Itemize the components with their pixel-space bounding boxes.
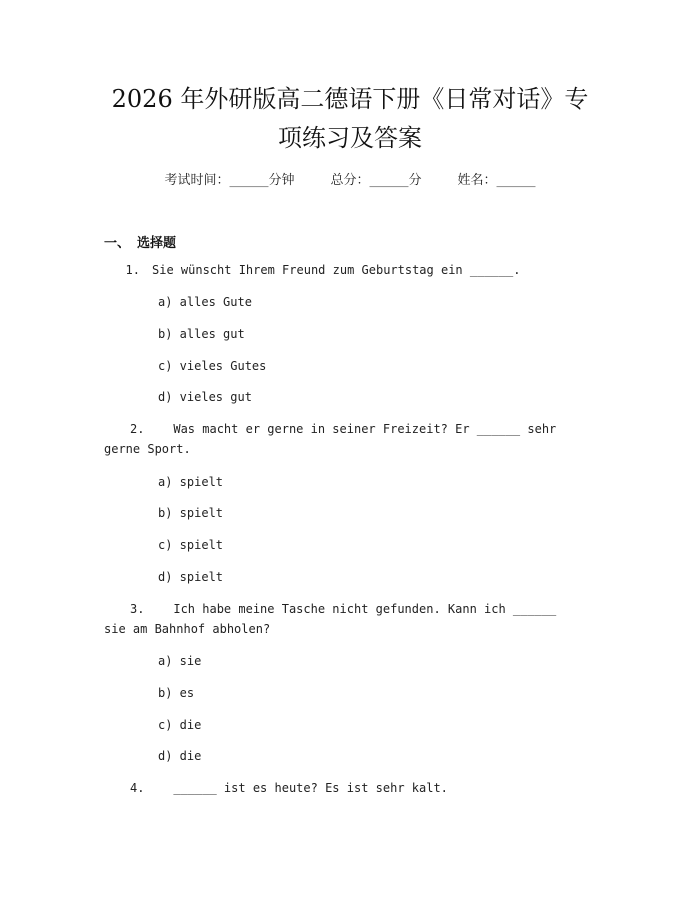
option-1a: a) alles Gute — [158, 295, 252, 309]
question-4 — [104, 778, 574, 798]
exam-meta — [0, 169, 700, 188]
question-3 — [104, 599, 574, 639]
total-score-label: 总分：______分 — [330, 173, 422, 188]
question-number: 2. — [130, 422, 145, 436]
option-1d: d) vieles gut — [158, 390, 252, 404]
exam-time-label: 考试时间：______分钟 — [164, 173, 295, 188]
question-number: 3. — [130, 602, 145, 616]
section-number: 一、 — [104, 236, 131, 251]
question-1 — [104, 260, 574, 280]
question-text: Ich habe meine Tasche nicht gefunden. Kann ich ______ sie am Bahnhof abholen? — [104, 602, 557, 636]
option-3d: d) die — [158, 749, 202, 763]
option-3b: b) es — [158, 686, 195, 700]
option-3c: c) die — [158, 718, 202, 732]
question-number: 1. — [125, 263, 140, 277]
question-text: Sie wünscht Ihrem Freund zum Geburtstag ein ______. — [152, 263, 521, 277]
question-2 — [104, 419, 574, 459]
title-line-1: 2026 年外研版高二德语下册《日常对话》专 — [111, 85, 589, 113]
title-line-2: 项练习及答案 — [278, 124, 422, 152]
option-2c: c) spielt — [158, 538, 224, 552]
option-2a: a) spielt — [158, 475, 224, 489]
option-3a: a) sie — [158, 654, 202, 668]
name-label: 姓名：______ — [457, 173, 536, 188]
option-2d: d) spielt — [158, 570, 224, 584]
section-heading — [104, 232, 176, 251]
option-1c: c) vieles Gutes — [158, 359, 267, 373]
option-1b: b) alles gut — [158, 327, 245, 341]
document-title — [60, 80, 640, 158]
question-number: 4. — [130, 781, 145, 795]
section-title: 选择题 — [137, 236, 177, 251]
question-text: Was macht er gerne in seiner Freizeit? Er ______ sehr gerne Sport. — [104, 422, 557, 456]
option-2b: b) spielt — [158, 506, 224, 520]
question-text: ______ ist es heute? Es ist sehr kalt. — [173, 781, 448, 795]
